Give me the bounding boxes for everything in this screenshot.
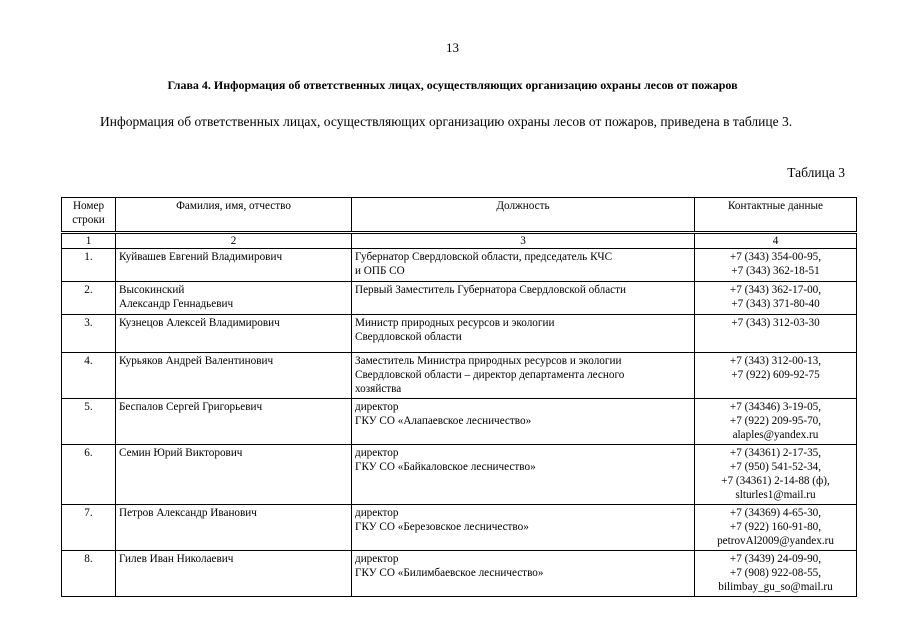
row-number: 2. <box>62 282 116 315</box>
column-index: 4 <box>695 233 857 249</box>
row-number: 3. <box>62 315 116 353</box>
column-index: 2 <box>116 233 352 249</box>
position-cell-line: Губернатор Свердловской области, председатель КЧС <box>355 251 613 263</box>
table-row <box>62 505 857 551</box>
column-index-row <box>62 233 857 249</box>
contacts-cell-line: +7 (34361) 2-14-88 (ф), <box>721 475 830 487</box>
responsible-persons-table <box>61 197 857 597</box>
table-caption: Таблица 3 <box>787 165 845 180</box>
full-name-cell <box>116 282 352 315</box>
contacts-cell-line: +7 (922) 160-91-80, <box>729 521 822 533</box>
header-position: Должность <box>352 198 695 233</box>
contacts-cell-line: +7 (343) 371-80-40 <box>731 298 820 310</box>
header-full-name: Фамилия, имя, отчество <box>116 198 352 233</box>
position-cell-line: ГКУ СО «Байкаловское лесничество» <box>355 461 536 473</box>
position-cell-line: директор <box>355 507 399 519</box>
table-row <box>62 399 857 445</box>
column-index: 1 <box>62 233 116 249</box>
contacts-cell <box>695 505 857 551</box>
full-name-cell-line: Беспалов Сергей Григорьевич <box>119 401 263 413</box>
contacts-cell-line: +7 (922) 609-92-75 <box>731 369 820 381</box>
contacts-cell-line: +7 (343) 312-00-13, <box>729 355 822 367</box>
position-cell-line: Свердловской области – директор департамента лесного <box>355 369 625 381</box>
full-name-cell-line: Гилев Иван Николаевич <box>119 553 234 565</box>
row-number: 1. <box>62 249 116 282</box>
full-name-cell-line: Высокинский <box>119 284 185 296</box>
contacts-cell <box>695 282 857 315</box>
contacts-cell-line: petrovAl2009@yandex.ru <box>717 535 834 547</box>
position-cell-line: Министр природных ресурсов и экологии <box>355 317 555 329</box>
contacts-cell-line: +7 (343) 362-18-51 <box>731 265 820 277</box>
contacts-cell <box>695 445 857 505</box>
table-row <box>62 353 857 399</box>
contacts-cell-line: slturles1@mail.ru <box>735 489 816 501</box>
contacts-cell <box>695 399 857 445</box>
contacts-cell-line: +7 (34346) 3-19-05, <box>729 401 822 413</box>
position-cell <box>352 505 695 551</box>
header-contacts: Контактные данные <box>695 198 857 233</box>
position-cell-line: хозяйства <box>355 383 402 395</box>
row-number: 4. <box>62 353 116 399</box>
contacts-cell-line: +7 (343) 362-17-00, <box>729 284 822 296</box>
full-name-cell-line: Куйвашев Евгений Владимирович <box>119 251 283 263</box>
row-number: 5. <box>62 399 116 445</box>
contacts-cell <box>695 353 857 399</box>
table-body <box>62 249 857 597</box>
position-cell-line: директор <box>355 553 399 565</box>
contacts-cell-line: +7 (950) 541-52-34, <box>729 461 822 473</box>
position-cell <box>352 445 695 505</box>
position-cell <box>352 399 695 445</box>
contacts-cell <box>695 551 857 597</box>
full-name-cell-line: Петров Александр Иванович <box>119 507 257 519</box>
position-cell-line: директор <box>355 401 399 413</box>
table-row <box>62 249 857 282</box>
full-name-cell <box>116 315 352 353</box>
row-number: 7. <box>62 505 116 551</box>
position-cell-line: Заместитель Министра природных ресурсов и экологии <box>355 355 622 367</box>
header-row-number: Номер строки <box>62 198 116 233</box>
table-header-row <box>62 198 857 233</box>
row-number: 8. <box>62 551 116 597</box>
position-cell <box>352 551 695 597</box>
position-cell-line: Первый Заместитель Губернатора Свердловской области <box>355 284 627 296</box>
contacts-cell-line: alaples@yandex.ru <box>732 429 819 441</box>
position-cell-line: и ОПБ СО <box>355 265 405 277</box>
position-cell <box>352 353 695 399</box>
table-row <box>62 315 857 353</box>
full-name-cell-line: Александр Геннадьевич <box>119 298 234 310</box>
contacts-cell-line: +7 (343) 354-00-95, <box>729 251 822 263</box>
full-name-cell-line: Курьяков Андрей Валентинович <box>119 355 274 367</box>
intro-paragraph: Информация об ответственных лицах, осуществляющих организацию охраны лесов от пожаров, приведена в таблице 3. <box>100 114 793 129</box>
position-cell-line: ГКУ СО «Билимбаевское лесничество» <box>355 567 544 579</box>
table-row <box>62 445 857 505</box>
page-number: 13 <box>446 40 459 55</box>
full-name-cell <box>116 249 352 282</box>
row-number: 6. <box>62 445 116 505</box>
contacts-cell-line: +7 (3439) 24-09-90, <box>729 553 822 565</box>
full-name-cell <box>116 551 352 597</box>
contacts-cell <box>695 249 857 282</box>
table-row <box>62 551 857 597</box>
full-name-cell <box>116 399 352 445</box>
contacts-cell-line: +7 (343) 312-03-30 <box>731 317 820 329</box>
contacts-cell-line: +7 (908) 922-08-55, <box>729 567 822 579</box>
position-cell-line: Свердловской области <box>355 331 462 343</box>
position-cell <box>352 249 695 282</box>
full-name-cell <box>116 353 352 399</box>
contacts-cell-line: +7 (922) 209-95-70, <box>729 415 822 427</box>
position-cell-line: ГКУ СО «Березовское лесничество» <box>355 521 529 533</box>
chapter-heading: Глава 4. Информация об ответственных лицах, осуществляющих организацию охраны лесов от пожаров <box>167 78 738 92</box>
position-cell <box>352 315 695 353</box>
full-name-cell <box>116 445 352 505</box>
contacts-cell-line: bilimbay_gu_so@mail.ru <box>718 581 833 593</box>
column-index: 3 <box>352 233 695 249</box>
table-row <box>62 282 857 315</box>
position-cell <box>352 282 695 315</box>
position-cell-line: ГКУ СО «Алапаевское лесничество» <box>355 415 532 427</box>
full-name-cell-line: Кузнецов Алексей Владимирович <box>119 317 280 329</box>
position-cell-line: директор <box>355 447 399 459</box>
contacts-cell <box>695 315 857 353</box>
full-name-cell-line: Семин Юрий Викторович <box>119 447 243 459</box>
contacts-cell-line: +7 (34369) 4-65-30, <box>729 507 822 519</box>
contacts-cell-line: +7 (34361) 2-17-35, <box>729 447 822 459</box>
full-name-cell <box>116 505 352 551</box>
